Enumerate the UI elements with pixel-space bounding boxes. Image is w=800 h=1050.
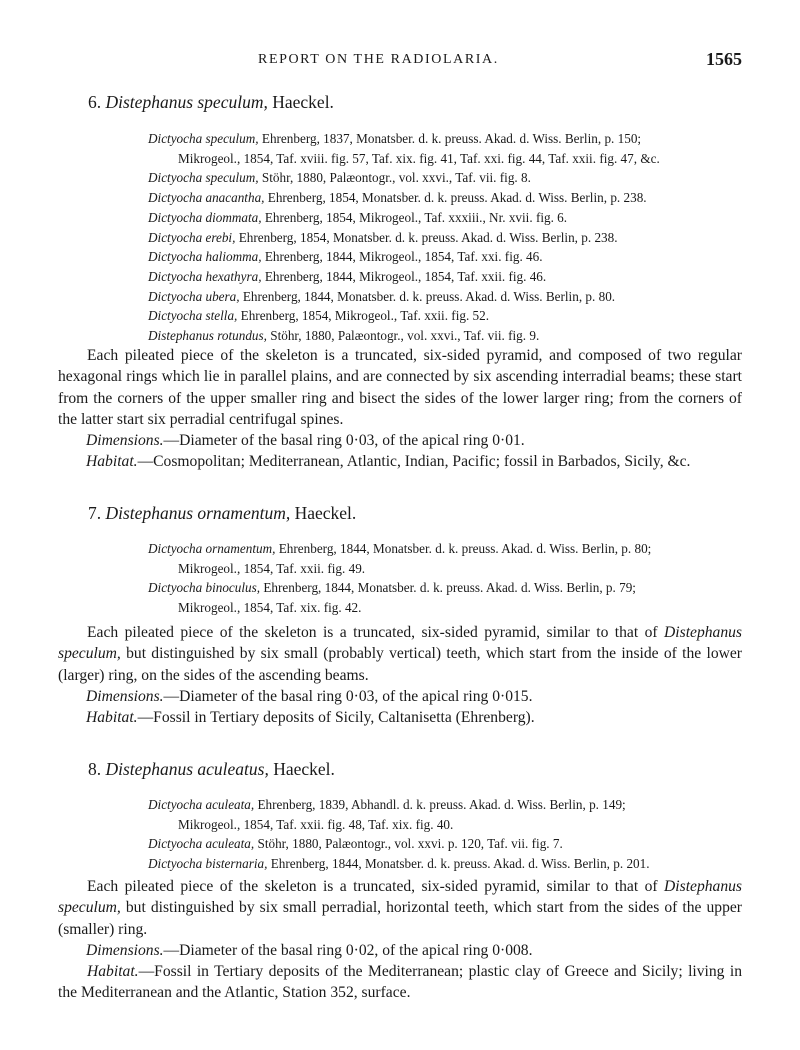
synonym-entry xyxy=(148,208,744,228)
synonym-continuation: Mikrogeol., 1854, Taf. xviii. fig. 57, Taf. xix. fig. 41, Taf. xxi. fig. 44, Taf. xxii. fig. 47, &c. xyxy=(178,150,660,166)
synonym-reference: Stöhr, 1880, Palæontogr., vol. xxvi. p. 120, Taf. vii. fig. 7. xyxy=(257,836,563,852)
synonym-reference: Ehrenberg, 1844, Monatsber. d. k. preuss. Akad. d. Wiss. Berlin, p. 201. xyxy=(270,856,650,872)
synonym-reference: Ehrenberg, 1854, Monatsber. d. k. preuss. Akad. d. Wiss. Berlin, p. 238. xyxy=(238,229,618,245)
description-text: but distinguished by six small (probably vertical) teeth, which start from the inside of the lower (larger) ring, on the sides of the ascending beams. xyxy=(58,645,742,684)
synonymy-list-6 xyxy=(148,129,744,346)
synonym-name: Dictyocha anacantha, xyxy=(148,190,265,206)
synonym-entry xyxy=(148,578,744,598)
species-heading-6 xyxy=(88,92,334,113)
synonym-entry xyxy=(148,129,744,149)
synonym-name: Dictyocha ubera, xyxy=(148,288,240,304)
running-title: REPORT ON THE RADIOLARIA. xyxy=(258,52,499,67)
synonym-reference: Ehrenberg, 1854, Mikrogeol., Taf. xxxiii., Nr. xvii. fig. 6. xyxy=(264,209,568,225)
synonym-entry xyxy=(148,795,744,815)
synonymy-list-8 xyxy=(148,795,744,874)
synonym-name: Dictyocha hexathyra, xyxy=(148,268,262,284)
species-author: Haeckel. xyxy=(273,759,335,779)
synonymy-list-7 xyxy=(148,539,744,618)
dimensions-label: Dimensions. xyxy=(86,687,164,705)
dimensions-line xyxy=(58,686,742,707)
habitat-line xyxy=(58,707,742,728)
dimensions-label: Dimensions. xyxy=(86,432,164,450)
dimensions-label: Dimensions. xyxy=(86,941,164,959)
synonym-reference: Ehrenberg, 1854, Monatsber. d. k. preuss. Akad. d. Wiss. Berlin, p. 238. xyxy=(267,190,647,206)
habitat-line xyxy=(58,961,742,1004)
habitat-line xyxy=(58,451,742,472)
species-author: Haeckel. xyxy=(294,503,357,523)
habitat-label: Habitat. xyxy=(86,453,138,471)
synonym-reference: Ehrenberg, 1837, Monatsber. d. k. preuss. Akad. d. Wiss. Berlin, p. 150; xyxy=(261,131,642,146)
synonym-name: Dictyocha haliomma, xyxy=(148,249,262,265)
synonym-continuation: Mikrogeol., 1854, Taf. xxii. fig. 49. xyxy=(178,560,366,576)
synonym-entry xyxy=(148,228,744,248)
description-paragraph xyxy=(58,622,742,686)
synonym-entry xyxy=(148,188,744,208)
synonym-name: Dictyocha speculum, xyxy=(148,170,259,186)
synonym-continuation: Mikrogeol., 1854, Taf. xix. fig. 42. xyxy=(178,600,362,616)
synonym-reference: Ehrenberg, 1844, Mikrogeol., 1854, Taf. xxi. fig. 46. xyxy=(264,249,543,265)
description-paragraph: Each pileated piece of the skeleton is a truncated, six-sided pyramid, and composed of two regular hexagonal rings which lie in parallel plains, and are connected by six ascending interradial beams; these start from the corners of the upper smaller ring and bisect the sides of the lower larger ring; from the corners of the latter start six perradial centrifugal spines. xyxy=(58,347,742,428)
synonym-name: Dictyocha diommata, xyxy=(148,209,262,225)
species-heading-8 xyxy=(88,759,335,780)
habitat-label: Habitat. xyxy=(87,963,139,981)
synonym-entry xyxy=(148,854,744,874)
synonym-reference: Ehrenberg, 1844, Monatsber. d. k. preuss. Akad. d. Wiss. Berlin, p. 80. xyxy=(242,288,616,304)
page-number: 1565 xyxy=(706,49,742,69)
synonym-entry xyxy=(148,326,744,346)
synonym-entry xyxy=(148,247,744,267)
species-number: 6. xyxy=(88,92,102,112)
synonym-continuation: Mikrogeol., 1854, Taf. xxii. fig. 48, Taf. xix. fig. 40. xyxy=(178,816,454,832)
species-number: 8. xyxy=(88,759,102,779)
synonym-reference: Ehrenberg, 1844, Mikrogeol., 1854, Taf. xxii. fig. 46. xyxy=(264,268,547,284)
species-heading-7 xyxy=(88,503,356,524)
synonym-name: Dictyocha binoculus, xyxy=(148,580,261,596)
description-paragraph xyxy=(58,876,742,940)
synonym-name: Dictyocha speculum, xyxy=(148,131,259,146)
synonym-reference: Ehrenberg, 1844, Monatsber. d. k. preuss. Akad. d. Wiss. Berlin, p. 79; xyxy=(263,580,636,596)
synonym-entry xyxy=(148,168,744,188)
synonym-reference: Stöhr, 1880, Palæontogr., vol. xxvi., Taf. vii. fig. 9. xyxy=(270,328,540,344)
synonym-entry xyxy=(148,539,744,559)
dimensions-text: —Diameter of the basal ring 0·02, of the apical ring 0·008. xyxy=(163,941,533,959)
habitat-label: Habitat. xyxy=(86,709,138,727)
species-number: 7. xyxy=(88,503,102,523)
description-text: Each pileated piece of the skeleton is a truncated, six-sided pyramid, similar to that of xyxy=(87,878,658,895)
species-name: Distephanus ornamentum, xyxy=(105,503,291,523)
referenced-species: Distephanus speculum, xyxy=(58,624,742,663)
synonym-name: Dictyocha erebi, xyxy=(148,229,236,245)
description-block-8 xyxy=(58,876,742,1004)
description-block-6 xyxy=(58,345,742,473)
synonym-name: Dictyocha aculeata, xyxy=(148,836,255,852)
synonym-reference: Ehrenberg, 1854, Mikrogeol., Taf. xxii. fig. 52. xyxy=(240,308,490,324)
habitat-text: —Fossil in Tertiary deposits of the Mediterranean; plastic clay of Greece and Sicily; living in the Mediterranean and the Atlantic, Station 352, surface. xyxy=(58,963,742,1002)
synonym-reference: Ehrenberg, 1844, Monatsber. d. k. preuss. Akad. d. Wiss. Berlin, p. 80; xyxy=(278,541,652,556)
synonym-entry xyxy=(148,834,744,854)
dimensions-line xyxy=(58,430,742,451)
dimensions-text: —Diameter of the basal ring 0·03, of the apical ring 0·015. xyxy=(163,687,533,705)
synonym-name: Dictyocha stella, xyxy=(148,308,238,324)
dimensions-text: —Diameter of the basal ring 0·03, of the apical ring 0·01. xyxy=(163,432,525,450)
description-text: Each pileated piece of the skeleton is a truncated, six-sided pyramid, similar to that of xyxy=(87,624,658,641)
page-header xyxy=(0,49,800,76)
species-name: Distephanus aculeatus, xyxy=(105,759,269,779)
referenced-species: Distephanus speculum, xyxy=(58,878,742,917)
dimensions-line xyxy=(58,940,742,961)
species-author: Haeckel. xyxy=(272,92,334,112)
synonym-name: Distephanus rotundus, xyxy=(148,328,267,344)
species-name: Distephanus speculum, xyxy=(105,92,268,112)
synonym-entry xyxy=(148,287,744,307)
synonym-reference: Ehrenberg, 1839, Abhandl. d. k. preuss. Akad. d. Wiss. Berlin, p. 149; xyxy=(257,797,626,812)
synonym-name: Dictyocha bisternaria, xyxy=(148,856,268,872)
habitat-text: —Cosmopolitan; Mediterranean, Atlantic, Indian, Pacific; fossil in Barbados, Sicily, &c. xyxy=(137,453,691,471)
synonym-reference: Stöhr, 1880, Palæontogr., vol. xxvi., Taf. vii. fig. 8. xyxy=(261,170,531,186)
synonym-name: Dictyocha ornamentum, xyxy=(148,541,276,556)
description-text: but distinguished by six small perradial, horizontal teeth, which start from the sides of the upper (smaller) ring. xyxy=(58,899,742,938)
description-block-7 xyxy=(58,622,742,728)
synonym-entry xyxy=(148,306,744,326)
habitat-text: —Fossil in Tertiary deposits of Sicily, Caltanisetta (Ehrenberg). xyxy=(137,709,535,727)
synonym-name: Dictyocha aculeata, xyxy=(148,797,255,812)
synonym-entry xyxy=(148,267,744,287)
